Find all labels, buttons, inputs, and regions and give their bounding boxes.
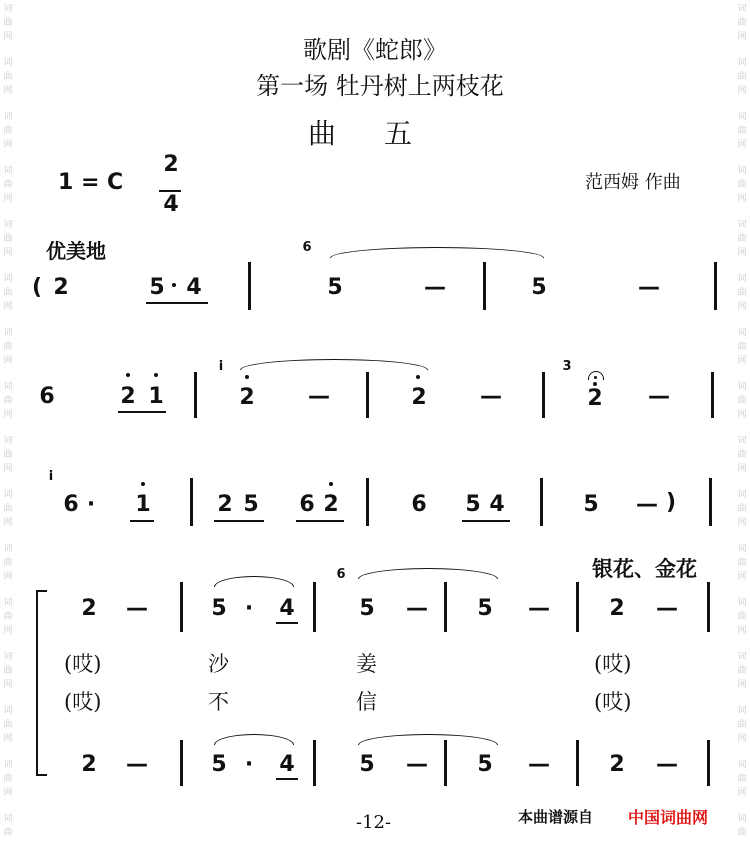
watermark-char: 网	[3, 518, 13, 528]
barline	[180, 582, 183, 632]
note: (	[31, 275, 43, 300]
watermark-char: 曲	[737, 180, 747, 190]
piece-title-part: 五	[384, 117, 417, 150]
watermark-char: 词	[737, 274, 747, 284]
watermark-char: 词	[3, 220, 13, 230]
barline	[576, 582, 579, 632]
watermark-char: 网	[737, 680, 747, 690]
piece-title	[308, 112, 460, 152]
watermark-char: 词	[3, 598, 13, 608]
watermark-char: 词	[737, 652, 747, 662]
watermark-char: 曲	[737, 288, 747, 298]
lyric: 信	[356, 690, 377, 714]
note: 2	[81, 596, 97, 621]
note: 5	[583, 492, 599, 517]
watermark-char: 词	[3, 58, 13, 68]
watermark-char: 曲	[3, 18, 13, 28]
watermark-char: 词	[737, 328, 747, 338]
slur	[358, 734, 498, 745]
time-signature-bottom: 4	[163, 192, 179, 217]
barline	[180, 740, 183, 786]
note: 5	[211, 752, 227, 777]
watermark-char: 曲	[737, 450, 747, 460]
note: 6	[39, 384, 55, 409]
underline-beam	[276, 778, 298, 780]
watermark-char: 词	[737, 706, 747, 716]
slur	[330, 247, 544, 258]
dash: —	[406, 752, 428, 777]
watermark-char: 曲	[3, 72, 13, 82]
watermark-char: 网	[3, 626, 13, 636]
note: 5	[477, 596, 493, 621]
barline	[714, 262, 717, 310]
note: 5	[327, 275, 343, 300]
watermark-char: 词	[3, 382, 13, 392]
note: 6	[63, 492, 79, 517]
watermark-char: 网	[737, 788, 747, 798]
watermark-char: 曲	[737, 720, 747, 730]
note: 2	[217, 492, 233, 517]
lyric: 不	[208, 690, 229, 714]
watermark-char: 曲	[737, 342, 747, 352]
watermark-char: 词	[3, 652, 13, 662]
watermark-char: 曲	[737, 126, 747, 136]
watermark-char: 曲	[3, 288, 13, 298]
watermark-column-right	[736, 0, 748, 854]
augmentation-dot: ·	[86, 492, 96, 517]
barline	[542, 372, 545, 418]
watermark-char: 网	[737, 464, 747, 474]
watermark-char: 曲	[3, 774, 13, 784]
dash: —	[656, 596, 678, 621]
watermark-char: 词	[737, 58, 747, 68]
augmentation-dot: ·	[244, 596, 254, 621]
lyric: (哎)	[594, 690, 632, 714]
note: 2	[411, 385, 427, 410]
watermark-char: 曲	[737, 72, 747, 82]
barline	[444, 582, 447, 632]
note: 5	[359, 752, 375, 777]
dash: —	[648, 384, 670, 409]
watermark-char: 网	[737, 572, 747, 582]
lyric: 沙	[208, 652, 229, 676]
grace-note: 6	[336, 567, 346, 582]
note: 1	[135, 492, 151, 517]
watermark-char: 网	[737, 194, 747, 204]
closing-paren: )	[665, 490, 677, 515]
watermark-char: 词	[737, 166, 747, 176]
underline-beam	[214, 520, 264, 522]
watermark-char: 曲	[3, 450, 13, 460]
dash: —	[638, 275, 660, 300]
watermark-char: 网	[737, 518, 747, 528]
watermark-char: 网	[3, 194, 13, 204]
watermark-char: 词	[737, 220, 747, 230]
note: 5	[477, 752, 493, 777]
watermark-char: 网	[3, 788, 13, 798]
watermark-char: 曲	[3, 126, 13, 136]
system-bracket	[36, 590, 47, 776]
source-site-link[interactable]: 中国词曲网	[628, 808, 709, 827]
note: 2	[239, 385, 255, 410]
dash: —	[126, 752, 148, 777]
piece-title-part: 曲	[308, 117, 341, 150]
barline	[248, 262, 251, 310]
dash: —	[424, 275, 446, 300]
underline-beam	[276, 622, 298, 624]
note: 4	[186, 275, 202, 300]
dash: —	[406, 596, 428, 621]
note: 5	[465, 492, 481, 517]
underline-beam	[462, 520, 510, 522]
watermark-char: 曲	[3, 504, 13, 514]
note: 5	[211, 596, 227, 621]
note: 1	[148, 384, 164, 409]
grace-note: 6	[302, 240, 312, 255]
augmentation-dot: ·	[244, 752, 254, 777]
watermark-char: 网	[3, 734, 13, 744]
underline-beam	[296, 520, 344, 522]
octave-dot	[245, 375, 249, 379]
octave-dot	[154, 373, 158, 377]
note: 2	[323, 492, 339, 517]
note: 5	[243, 492, 259, 517]
note: 4	[489, 492, 505, 517]
watermark-char: 网	[3, 248, 13, 258]
time-signature-top: 2	[163, 152, 179, 177]
slur	[214, 734, 294, 745]
grace-note: 3	[562, 359, 572, 374]
grace-note: i	[218, 359, 224, 374]
watermark-char: 词	[3, 166, 13, 176]
watermark-char: 曲	[737, 504, 747, 514]
slur	[240, 359, 428, 370]
barline	[194, 372, 197, 418]
watermark-char: 曲	[737, 666, 747, 676]
watermark-char: 词	[737, 598, 747, 608]
watermark-char: 网	[3, 86, 13, 96]
watermark-char: 曲	[3, 666, 13, 676]
watermark-char: 网	[3, 680, 13, 690]
watermark-char: 网	[3, 410, 13, 420]
barline	[576, 740, 579, 786]
dash: —	[308, 384, 330, 409]
watermark-char: 网	[737, 248, 747, 258]
lyric: (哎)	[594, 652, 632, 676]
lyric: 姜	[356, 652, 377, 676]
note: 5	[149, 275, 165, 300]
fermata-dot	[594, 376, 597, 379]
composer-credit: 范西姆 作曲	[585, 172, 681, 193]
watermark-char: 词	[3, 436, 13, 446]
watermark-char: 网	[3, 464, 13, 474]
watermark-char: 网	[737, 140, 747, 150]
barline	[707, 582, 710, 632]
note: 5	[359, 596, 375, 621]
note: 2	[587, 386, 603, 411]
barline	[313, 582, 316, 632]
barline	[366, 372, 369, 418]
note: 2	[53, 275, 69, 300]
watermark-char: 网	[737, 32, 747, 42]
watermark-char: 网	[3, 302, 13, 312]
opera-title: 歌剧《蛇郎》	[303, 36, 447, 64]
grace-note: i	[48, 469, 54, 484]
watermark-char: 曲	[3, 234, 13, 244]
note: 5	[531, 275, 547, 300]
lyric: (哎)	[64, 652, 102, 676]
watermark-char: 网	[737, 410, 747, 420]
watermark-char: 曲	[3, 558, 13, 568]
watermark-char: 曲	[737, 828, 747, 838]
note: 4	[279, 596, 295, 621]
note: 2	[81, 752, 97, 777]
barline	[366, 478, 369, 526]
slur	[214, 576, 294, 587]
watermark-char: 网	[737, 626, 747, 636]
watermark-char: 词	[737, 112, 747, 122]
watermark-char: 曲	[3, 612, 13, 622]
watermark-char: 曲	[3, 396, 13, 406]
watermark-char: 词	[737, 490, 747, 500]
barline	[190, 478, 193, 526]
watermark-char: 词	[3, 112, 13, 122]
watermark-char: 词	[3, 544, 13, 554]
watermark-char: 词	[3, 274, 13, 284]
underline-beam	[130, 520, 154, 522]
note: 2	[609, 752, 625, 777]
watermark-char: 曲	[3, 828, 13, 838]
watermark-char: 网	[3, 32, 13, 42]
underline-beam	[146, 302, 208, 304]
barline	[540, 478, 543, 526]
watermark-char: 词	[737, 814, 747, 824]
watermark-char: 词	[737, 544, 747, 554]
watermark-char: 词	[737, 436, 747, 446]
source-label: 本曲谱源自	[518, 808, 594, 826]
vocal-cue: 银花、金花	[592, 557, 697, 581]
octave-dot	[141, 482, 145, 486]
barline	[709, 478, 712, 526]
barline	[483, 262, 486, 310]
barline	[313, 740, 316, 786]
watermark-char: 网	[737, 302, 747, 312]
augmentation-dot	[172, 283, 176, 287]
dash: —	[656, 752, 678, 777]
barline	[707, 740, 710, 786]
watermark-char: 曲	[3, 720, 13, 730]
dash: —	[480, 384, 502, 409]
page-number: -12-	[356, 812, 392, 833]
watermark-char: 曲	[737, 234, 747, 244]
watermark-char: 词	[3, 760, 13, 770]
note: 6	[411, 492, 427, 517]
note: 2	[609, 596, 625, 621]
octave-dot	[416, 375, 420, 379]
watermark-char: 曲	[737, 774, 747, 784]
watermark-char: 网	[737, 734, 747, 744]
watermark-char: 曲	[737, 18, 747, 28]
watermark-char: 词	[737, 4, 747, 14]
watermark-char: 词	[3, 814, 13, 824]
tempo-marking: 优美地	[46, 239, 106, 263]
watermark-char: 词	[737, 760, 747, 770]
watermark-char: 网	[3, 356, 13, 366]
barline	[444, 740, 447, 786]
watermark-char: 词	[3, 4, 13, 14]
barline	[711, 372, 714, 418]
lyric: (哎)	[64, 690, 102, 714]
watermark-char: 词	[737, 382, 747, 392]
watermark-char: 网	[737, 356, 747, 366]
dash: —	[636, 492, 658, 517]
watermark-char: 曲	[737, 396, 747, 406]
watermark-char: 网	[3, 140, 13, 150]
slur	[358, 568, 498, 579]
watermark-char: 曲	[737, 558, 747, 568]
watermark-char: 曲	[3, 180, 13, 190]
note: 4	[279, 752, 295, 777]
octave-dot	[126, 373, 130, 377]
underline-beam	[118, 411, 166, 413]
scene-title: 第一场 牡丹树上两枝花	[256, 72, 504, 100]
octave-dot	[329, 482, 333, 486]
watermark-char: 网	[737, 86, 747, 96]
watermark-column-left	[2, 0, 14, 854]
key-signature: 1 = C	[58, 170, 124, 195]
watermark-char: 曲	[737, 612, 747, 622]
watermark-char: 词	[3, 706, 13, 716]
dash: —	[528, 752, 550, 777]
watermark-char: 词	[3, 490, 13, 500]
watermark-char: 网	[3, 572, 13, 582]
dash: —	[126, 596, 148, 621]
dash: —	[528, 596, 550, 621]
watermark-char: 曲	[3, 342, 13, 352]
note: 6	[299, 492, 315, 517]
note: 2	[120, 384, 136, 409]
watermark-char: 词	[3, 328, 13, 338]
